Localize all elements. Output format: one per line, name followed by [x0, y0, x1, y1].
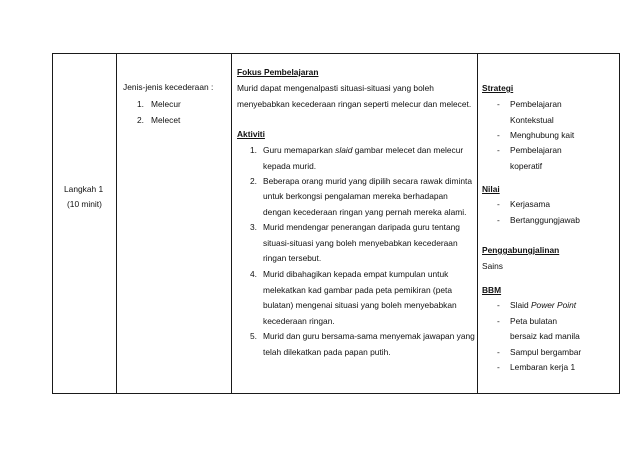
activity-number: 3.: [250, 222, 257, 232]
table-right-border: [619, 53, 620, 394]
bullet-dash: -: [497, 316, 500, 326]
injury-number: 1.: [137, 99, 144, 109]
injury-number: 2.: [137, 115, 144, 125]
strategy-line: Pembelajaran: [510, 99, 562, 109]
activity-line: Murid dan guru bersama-sama menyemak jawapan yang: [263, 331, 475, 341]
bbm-item: bersaiz kad manila: [510, 331, 580, 341]
activity-number: 5.: [250, 331, 257, 341]
focus-line: Murid dapat mengenalpasti situasi-situasi yang boleh: [237, 83, 434, 93]
bullet-dash: -: [497, 145, 500, 155]
bullet-dash: -: [497, 300, 500, 310]
values-item: Bertanggungjawab: [510, 215, 580, 225]
bullet-dash: -: [497, 215, 500, 225]
activity-title: Aktiviti: [237, 129, 265, 139]
strategy-line: Menghubung kait: [510, 130, 575, 140]
bbm-item: Lembaran kerja 1: [510, 362, 576, 372]
activity-line: ringan tersebut.: [263, 253, 322, 263]
integration-title: Penggabungjalinan: [482, 245, 560, 255]
strategy-line: koperatif: [510, 161, 543, 171]
table-left-border: [52, 53, 53, 394]
table-top-border: [52, 53, 620, 54]
activity-number: 4.: [250, 269, 257, 279]
bullet-dash: -: [497, 130, 500, 140]
activity-text: gambar melecet dan melecur: [352, 145, 464, 155]
bbm-item: [510, 300, 576, 310]
strategy-title: Strategi: [482, 83, 514, 93]
step-label: Langkah 1: [64, 184, 104, 194]
injury-item: Melecur: [151, 99, 181, 109]
activity-number: 1.: [250, 145, 257, 155]
activity-line: [263, 145, 463, 155]
strategy-line: Pembelajaran: [510, 145, 562, 155]
table-bottom-border: [52, 393, 620, 394]
activity-line: Murid dibahagikan kepada empat kumpulan untuk: [263, 269, 449, 279]
activity-line: kepada murid.: [263, 161, 317, 171]
bbm-text-italic: Power Point: [530, 300, 577, 310]
activity-line: melekatkan kad gambar pada peta pemikiran (peta: [263, 285, 453, 295]
step-duration: (10 minit): [67, 199, 102, 209]
values-title: Nilai: [482, 184, 500, 194]
column-divider-3: [477, 53, 478, 394]
activity-line: Murid mendengar penerangan daripada guru tentang: [263, 222, 460, 232]
activity-line: dengan kecederaan ringan yang pernah mereka alami.: [263, 207, 467, 217]
activity-text: Guru memaparkan: [263, 145, 336, 155]
focus-line: menyebabkan kecederaan ringan seperti melecur dan melecet.: [237, 99, 472, 109]
bbm-text: Slaid: [510, 300, 531, 310]
injury-item: Melecet: [151, 115, 181, 125]
bbm-item: Sampul bergambar: [510, 347, 582, 357]
bullet-dash: -: [497, 362, 500, 372]
values-item: Kerjasama: [510, 199, 551, 209]
activity-number: 2.: [250, 176, 257, 186]
activity-line: bulatan) mengenai situasi yang boleh menyebabkan: [263, 300, 457, 310]
strategy-line: Kontekstual: [510, 115, 554, 125]
activity-line: situasi-situasi yang boleh menyebabkan kecederaan: [263, 238, 458, 248]
bbm-title: BBM: [482, 285, 502, 295]
bullet-dash: -: [497, 99, 500, 109]
activity-line: untuk berkongsi pengalaman mereka berhadapan: [263, 191, 448, 201]
activity-line: Beberapa orang murid yang dipilih secara rawak diminta: [263, 176, 473, 186]
bbm-item: Peta bulatan: [510, 316, 558, 326]
focus-title: Fokus Pembelajaran: [237, 67, 319, 77]
activity-line: kecederaan ringan.: [263, 316, 335, 326]
integration-value: Sains: [482, 261, 503, 271]
injury-types-heading: Jenis-jenis kecederaan :: [123, 82, 214, 92]
column-divider-2: [231, 53, 232, 394]
bullet-dash: -: [497, 199, 500, 209]
activity-line: telah dilekatkan pada papan putih.: [263, 347, 391, 357]
bullet-dash: -: [497, 347, 500, 357]
column-divider-1: [116, 53, 117, 394]
activity-text-italic: slaid: [335, 145, 353, 155]
